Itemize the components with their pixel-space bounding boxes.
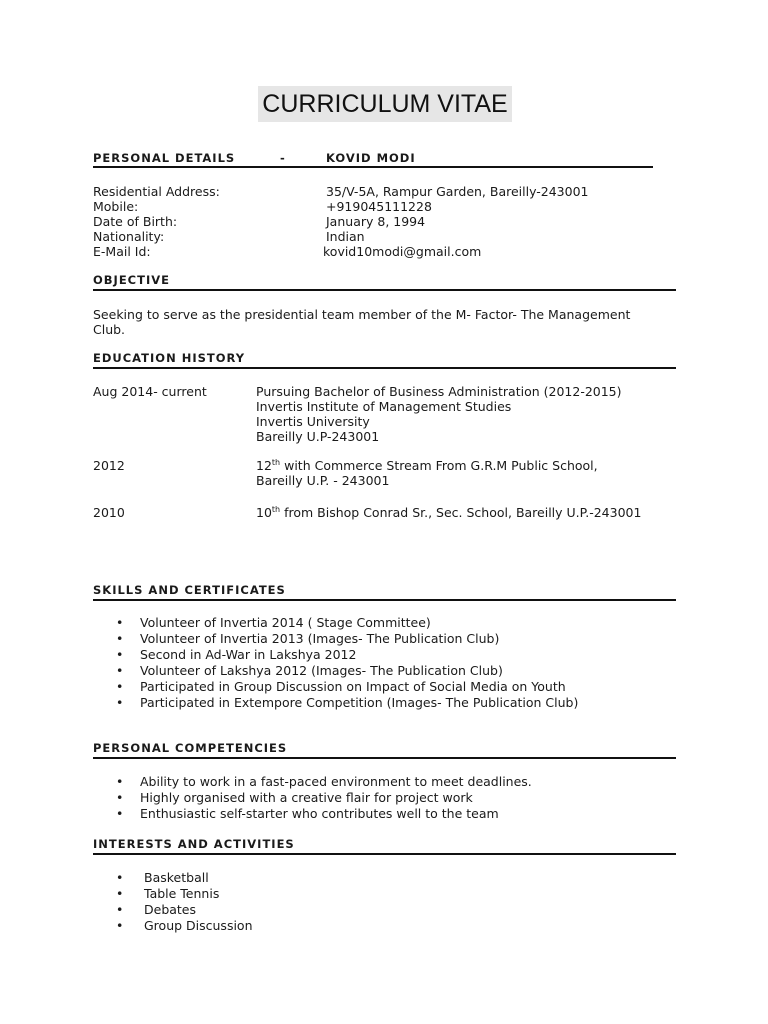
education-date: 2010	[93, 505, 125, 520]
divider	[93, 853, 676, 855]
skill-text: Second in Ad-War in Lakshya 2012	[140, 647, 357, 662]
skills-list	[116, 615, 579, 711]
objective-text: Club.	[93, 322, 126, 337]
list-item	[116, 774, 532, 790]
competency-text: Ability to work in a fast-paced environment to meet deadlines.	[140, 774, 532, 789]
list-item	[116, 886, 220, 902]
education-detail: 10th from Bishop Conrad Sr., Sec. School, Bareilly U.P.-243001	[256, 504, 642, 520]
bullet: •	[116, 774, 124, 789]
skill-text: Participated in Group Discussion on Impact of Social Media on Youth	[140, 679, 566, 694]
divider	[93, 599, 676, 601]
bullet: •	[116, 647, 124, 662]
detail-label: Nationality:	[93, 229, 165, 244]
bullet: •	[116, 615, 124, 630]
interest-text: Table Tennis	[144, 886, 220, 901]
interest-text: Debates	[144, 902, 197, 917]
competencies-list	[116, 774, 532, 822]
bullet: •	[116, 806, 124, 821]
detail-label: Mobile:	[93, 199, 139, 214]
list-item	[116, 806, 499, 822]
list-item	[116, 679, 566, 695]
skill-text: Volunteer of Invertia 2013 (Images- The Publication Club)	[140, 631, 500, 646]
divider	[93, 757, 676, 759]
detail-label: E-Mail Id:	[93, 244, 151, 259]
bullet: •	[116, 790, 124, 805]
list-item	[116, 631, 500, 647]
bullet: •	[116, 663, 124, 678]
heading-dash: -	[280, 151, 286, 165]
skills-heading: SKILLS AND CERTIFICATES	[93, 583, 286, 597]
competency-text: Enthusiastic self-starter who contributes well to the team	[140, 806, 499, 821]
detail-value: January 8, 1994	[326, 214, 426, 229]
objective-text: Seeking to serve as the presidential team member of the M- Factor- The Management	[93, 307, 631, 322]
divider	[93, 367, 676, 369]
education-detail: Pursuing Bachelor of Business Administration (2012-2015)	[256, 384, 622, 399]
education-heading: EDUCATION HISTORY	[93, 351, 246, 365]
personal-details-heading: PERSONAL DETAILS	[93, 151, 236, 165]
list-item	[116, 663, 503, 679]
detail-value: +919045111228	[326, 199, 432, 214]
list-item	[116, 918, 253, 934]
interests-list	[116, 870, 253, 934]
list-item	[116, 695, 579, 711]
education-detail: 12th with Commerce Stream From G.R.M Public School,	[256, 457, 598, 473]
bullet: •	[116, 918, 124, 933]
education-detail: Invertis Institute of Management Studies	[256, 399, 512, 414]
education-detail: Bareilly U.P. - 243001	[256, 473, 390, 488]
bullet: •	[116, 886, 124, 901]
detail-label: Residential Address:	[93, 184, 220, 199]
skill-text: Volunteer of Lakshya 2012 (Images- The Publication Club)	[140, 663, 503, 678]
education-date: Aug 2014- current	[93, 384, 207, 399]
interests-heading: INTERESTS AND ACTIVITIES	[93, 837, 295, 851]
list-item	[116, 870, 209, 886]
objective-heading: OBJECTIVE	[93, 273, 170, 287]
skill-text: Volunteer of Invertia 2014 ( Stage Committee)	[140, 615, 431, 630]
bullet: •	[116, 870, 124, 885]
interest-text: Basketball	[144, 870, 209, 885]
education-detail: Bareilly U.P-243001	[256, 429, 380, 444]
competencies-heading: PERSONAL COMPETENCIES	[93, 741, 288, 755]
divider	[93, 289, 676, 291]
detail-label: Date of Birth:	[93, 214, 178, 229]
bullet: •	[116, 679, 124, 694]
list-item	[116, 790, 473, 806]
list-item	[116, 902, 197, 918]
competency-text: Highly organised with a creative flair for project work	[140, 790, 473, 805]
education-date: 2012	[93, 458, 125, 473]
list-item	[116, 615, 431, 631]
interest-text: Group Discussion	[144, 918, 253, 933]
candidate-name: KOVID MODI	[326, 151, 416, 165]
bullet: •	[116, 902, 124, 917]
email-value: kovid10modi@gmail.com	[323, 244, 482, 259]
bullet: •	[116, 695, 124, 710]
list-item	[116, 647, 357, 663]
skill-text: Participated in Extempore Competition (Images- The Publication Club)	[140, 695, 579, 710]
education-detail: Invertis University	[256, 414, 370, 429]
divider	[93, 166, 653, 168]
document-title: CURRICULUM VITAE	[258, 86, 512, 122]
bullet: •	[116, 631, 124, 646]
detail-value: Indian	[326, 229, 365, 244]
detail-value: 35/V-5A, Rampur Garden, Bareilly-243001	[326, 184, 589, 199]
